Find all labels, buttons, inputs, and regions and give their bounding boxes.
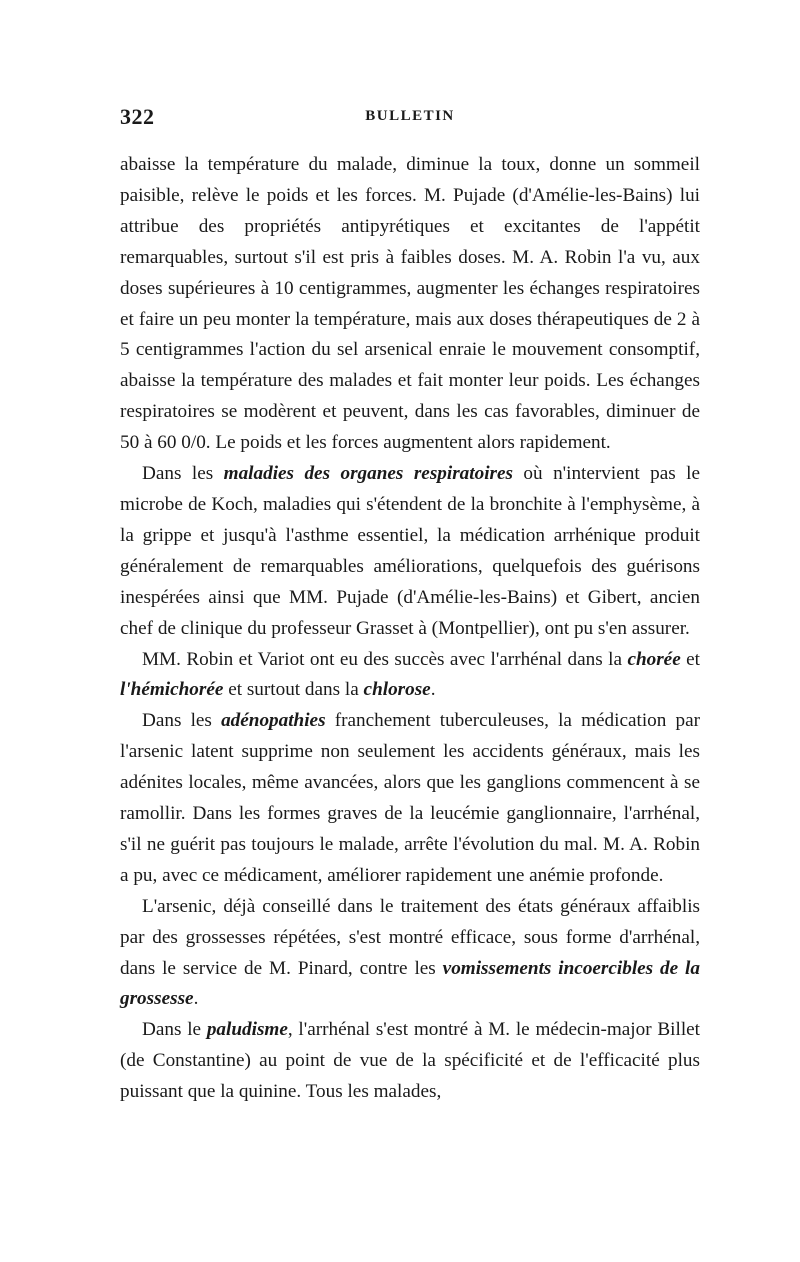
paragraph-text: et surtout dans la <box>223 679 364 701</box>
paragraph <box>120 706 700 891</box>
paragraph-text: MM. Robin et Variot ont eu des succès avec l'arrhénal dans la <box>142 648 628 670</box>
page-header <box>120 104 700 134</box>
paragraph-text: où n'intervient pas le microbe de Koch, maladies qui s'étendent de la bronchite à l'emphysème, à la grippe et jusqu'à l'asthme essentiel, la médication arrhénique produit généralement de remarquables améliorations, quelquefois des guérisons inespérées ainsi que MM. Pujade (d'Amélie-les-Bains) et Gibert, ancien chef de clinique du professeur Grasset à (Montpellier), ont pu s'en assurer. <box>120 463 700 639</box>
page-number: 322 <box>120 104 155 129</box>
italic-term: vomissements incoercibles de la grossesse <box>120 957 700 1010</box>
paragraph <box>120 459 700 644</box>
paragraph-text: Dans les <box>142 710 222 732</box>
italic-term: paludisme <box>206 1019 288 1041</box>
paragraph-text: Dans le <box>142 1019 207 1041</box>
paragraph-text: , l'arrhénal s'est montré à M. le médecin-major Billet (de Constantine) au point de vue de la spécificité et de l'efficacité plus puissant que la quinine. Tous les malades, <box>120 1019 701 1103</box>
paragraph <box>120 150 700 459</box>
paragraph <box>120 645 700 707</box>
running-title: BULLETIN <box>365 108 455 124</box>
paragraph-text: Dans les <box>142 463 224 485</box>
italic-term: chlorose <box>363 679 431 701</box>
paragraph-text: franchement tuberculeuses, la médication par l'arsenic latent supprime non seulement les accidents généraux, mais les adénites locales, même avancées, alors que les ganglions commencent à se ramollir. Dans les formes graves de la leucémie ganglionnaire, l'arrhénal, s'il ne guérit pas toujours le malade, arrête l'évolution du mal. M. A. Robin a pu, avec ce médicament, améliorer rapidement une anémie profonde. <box>120 710 701 886</box>
paragraph-text: . <box>193 988 199 1010</box>
paragraph-text: et <box>680 648 700 670</box>
italic-term: l'hémichorée <box>120 679 224 701</box>
body-text <box>120 150 700 1108</box>
paragraph-text: L'arsenic, déjà conseillé dans le traitement des états généraux affaiblis par des grossesses répétées, s'est montré efficace, sous forme d'arrhénal, dans le service de M. Pinard, contre les <box>120 895 700 979</box>
italic-term: maladies des organes respiratoires <box>223 463 513 485</box>
paragraph-text: . <box>430 679 436 701</box>
paragraph-text: abaisse la température du malade, diminue la toux, donne un sommeil paisible, relève le poids et les forces. M. Pujade (d'Amélie-les-Bains) lui attribue des propriétés antipyrétiques et excitantes de l'appétit remarquables, surtout s'il est pris à faibles doses. M. A. Robin l'a vu, aux doses supérieures à 10 centigrammes, augmenter les échanges respiratoires et faire un peu monter la température, mais aux doses thérapeutiques de 2 à 5 centigrammes l'action du sel arsenical enraie le mouvement consomptif, abaisse la température des malades et fait monter leur poids. Les échanges respiratoires se modèrent et peuvent, dans les cas favorables, diminuer de 50 à 60 0/0. Le poids et les forces augmentent alors rapidement. <box>120 154 700 454</box>
paragraph <box>120 892 700 1016</box>
italic-term: adénopathies <box>221 710 326 732</box>
italic-term: chorée <box>627 648 681 670</box>
paragraph <box>120 1015 700 1108</box>
